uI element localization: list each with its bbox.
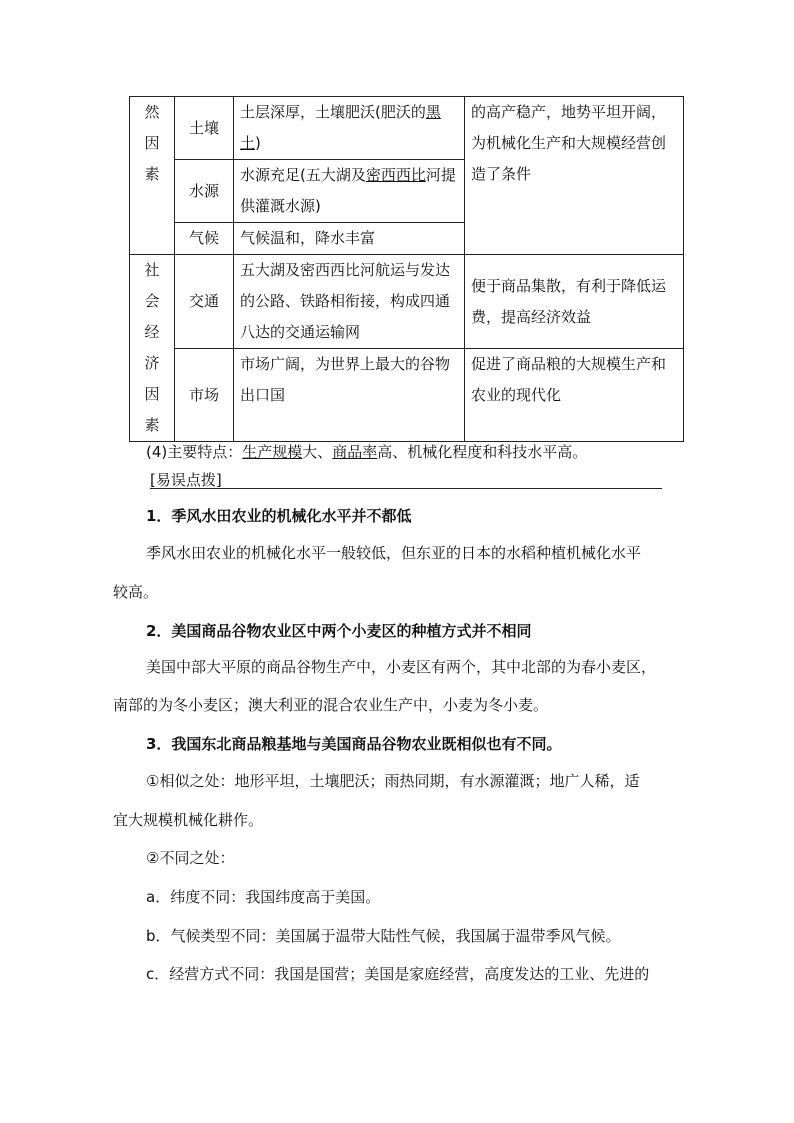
tip-title: 3．我国东北商品粮基地与美国商品谷物农业既相似也有不同。 <box>146 735 562 753</box>
factor-detail-cell <box>234 97 465 160</box>
natural-effect-cell <box>465 97 684 255</box>
natural-factor-label <box>130 97 175 255</box>
tip-body-line: b．气候类型不同：美国属于温带大陆性气候，我国属于温带季风气候。 <box>146 927 621 945</box>
factor-detail-cell <box>234 255 465 349</box>
factor-name: 市场 <box>188 385 219 404</box>
label-char: 会 <box>144 292 160 310</box>
label-char: 因 <box>144 385 160 403</box>
label-char: 然 <box>144 103 160 121</box>
detail-text: 气候温和，降水丰富 <box>240 229 376 247</box>
factor-name-cell <box>175 160 234 223</box>
detail-text: 土层深厚，土壤肥沃(肥沃的 <box>240 103 426 121</box>
tip-body-line: 南部的为冬小麦区；澳大利亚的混合农业生产中，小麦为冬小麦。 <box>113 696 549 714</box>
factor-name-cell <box>175 255 234 349</box>
tip-body-line: 美国中部大平原的商品谷物生产中，小麦区有两个，其中北部的为春小麦区， <box>146 658 657 676</box>
tip-heading: [易误点拨] <box>150 471 222 489</box>
tip-body-line: ②不同之处： <box>146 849 235 867</box>
detail-text: ) <box>255 134 261 152</box>
tip-title: 2．美国商品谷物农业区中两个小麦区的种植方式并不相同 <box>146 622 532 640</box>
factor-name: 气候 <box>188 229 219 247</box>
detail-text: 市场广阔，为世界上最大的谷物出口国 <box>240 355 451 404</box>
social-factor-label <box>130 255 175 442</box>
heading-rule <box>150 488 662 489</box>
factor-detail-cell <box>234 349 465 442</box>
effect-text: 便于商品集散，有利于降低运费，提高经济效益 <box>471 276 667 326</box>
label-char: 素 <box>144 416 160 434</box>
detail-text: 河提供灌溉水源) <box>240 166 456 215</box>
tip-title: 1．季风水田农业的机械化水平并不都低 <box>146 507 412 525</box>
effect-text: 促进了商品粮的大规模生产和农业的现代化 <box>471 355 667 404</box>
features-text: 高、机械化程度和科技水平高。 <box>377 443 588 461</box>
features-prefix: (4)主要特点： <box>146 443 243 461</box>
table-row <box>130 255 684 349</box>
factor-name-cell <box>175 97 234 160</box>
label-char: 因 <box>144 134 160 152</box>
tip-body-line: a．纬度不同：我国纬度高于美国。 <box>146 888 381 906</box>
factors-table <box>129 96 684 442</box>
effect-cell <box>465 349 684 442</box>
detail-text: 水源充足(五大湖及 <box>240 166 366 184</box>
label-char: 经 <box>144 323 160 341</box>
factor-name: 土壤 <box>188 118 219 137</box>
label-char: 社 <box>144 261 160 279</box>
tip-body-line: 宜大规模机械化耕作。 <box>113 811 264 829</box>
effect-cell <box>465 255 684 349</box>
factor-name-cell <box>175 223 234 255</box>
label-char: 素 <box>144 165 160 183</box>
features-underlined: 生产规模 <box>242 443 303 461</box>
table-row <box>130 97 684 160</box>
features-text: 大、 <box>302 443 333 461</box>
factor-name-cell <box>175 349 234 442</box>
detail-text: 五大湖及密西西比河航运与发达的公路、铁路相衔接，构成四通八达的交通运输网 <box>240 261 451 341</box>
effect-text: 的高产稳产，地势平坦开阔，为机械化生产和大规模经营创造了条件 <box>471 103 667 183</box>
features-underlined: 商品率 <box>332 443 378 461</box>
detail-underlined: 密西西比 <box>365 166 426 184</box>
table-row <box>130 349 684 442</box>
tip-body-line: c．经营方式不同：我国是国营；美国是家庭经营，高度发达的工业、先进的 <box>146 965 650 983</box>
tip-body-line: 较高。 <box>113 583 159 601</box>
factor-name: 水源 <box>188 181 219 200</box>
factor-name: 交通 <box>188 292 219 310</box>
factor-detail-cell <box>234 160 465 223</box>
main-features <box>146 442 587 462</box>
tip-body-line: 季风水田农业的机械化水平一般较低，但东亚的日本的水稻种植机械化水平 <box>146 544 642 562</box>
factor-detail-cell <box>234 223 465 255</box>
tip-body-line: ①相似之处：地形平坦，土壤肥沃；雨热同期，有水源灌溉；地广人稀，适 <box>146 772 640 790</box>
detail-underlined: 黑土 <box>240 103 441 152</box>
label-char: 济 <box>144 354 160 372</box>
